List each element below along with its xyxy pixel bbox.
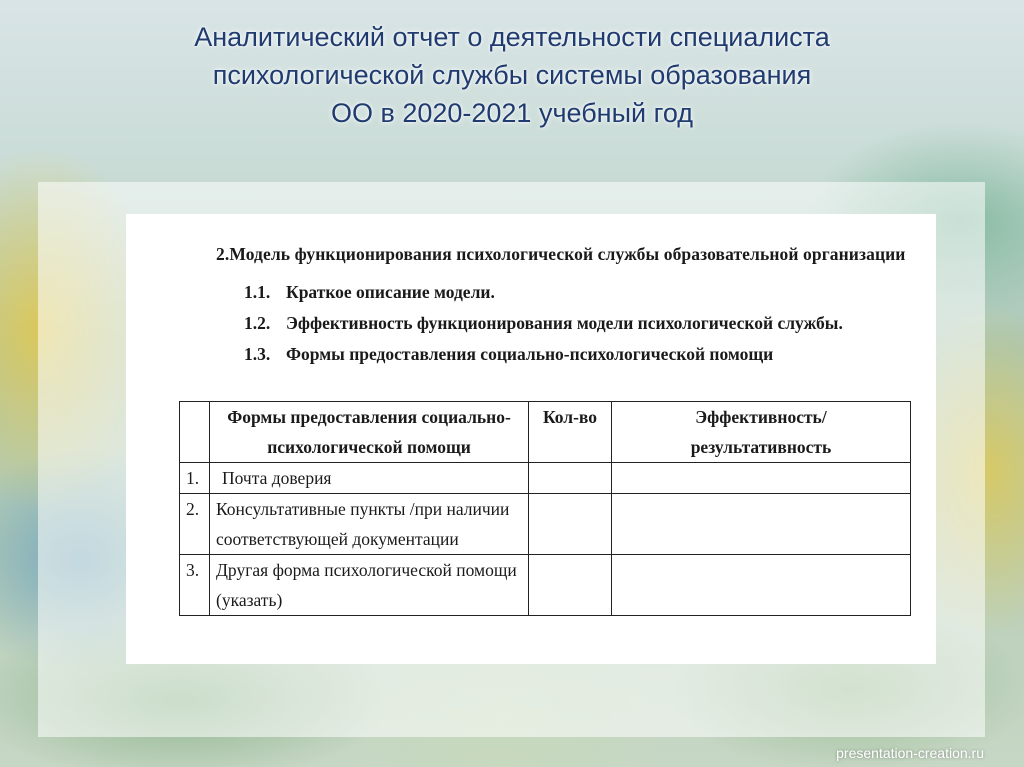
- table-row: [180, 555, 911, 616]
- row-form-line: соответствующей документации: [216, 529, 459, 549]
- table-row: [180, 494, 911, 555]
- row-form-line: (указать): [216, 590, 283, 610]
- row-form: [210, 463, 529, 494]
- row-number: 2.: [180, 494, 210, 555]
- section-heading: 2.Модель функционирования психологической службы образовательной организации: [216, 244, 906, 264]
- header-cell-forms: [210, 402, 529, 463]
- header-cell-count: Кол-во: [529, 402, 612, 463]
- subsection-text: Эффективность функционирования модели психологической службы.: [286, 313, 843, 333]
- slide-title-line-1: Аналитический отчет о деятельности специалиста: [194, 22, 830, 52]
- row-effectiveness: [612, 494, 911, 555]
- row-form: [210, 494, 529, 555]
- header-cell-effectiveness: [612, 402, 911, 463]
- slide-title-line-3: ОО в 2020-2021 учебный год: [330, 98, 694, 128]
- subsection-number: 1.1.: [244, 282, 271, 302]
- header-cell-number: [180, 402, 210, 463]
- row-number: 1.: [180, 463, 210, 494]
- subsection-1-1: [244, 282, 495, 303]
- header-effectiveness-line-1: Эффективность/: [695, 407, 827, 427]
- subsection-1-3: [244, 344, 773, 365]
- row-form-line: Другая форма психологической помощи: [216, 560, 517, 580]
- subsection-text: Формы предоставления социально-психологической помощи: [286, 344, 774, 364]
- header-forms-line-2: психологической помощи: [267, 437, 471, 457]
- slide-title-line-2: психологической службы системы образования: [212, 60, 812, 90]
- table-row: [180, 463, 911, 494]
- table-header-row: [180, 402, 911, 463]
- header-effectiveness-line-2: результативность: [690, 437, 832, 457]
- row-count: [529, 463, 612, 494]
- row-count: [529, 494, 612, 555]
- subsection-1-2: [244, 313, 843, 334]
- row-effectiveness: [612, 555, 911, 616]
- slide-title: [0, 18, 1024, 132]
- row-number: 3.: [180, 555, 210, 616]
- row-form-line: Почта доверия: [222, 468, 332, 488]
- row-form-line: Консультативные пункты /при наличии: [216, 499, 510, 519]
- row-form: [210, 555, 529, 616]
- assistance-forms-table: [179, 401, 911, 616]
- row-effectiveness: [612, 463, 911, 494]
- header-forms-line-1: Формы предоставления социально-: [227, 407, 511, 427]
- subsection-number: 1.2.: [244, 313, 271, 333]
- subsection-number: 1.3.: [244, 344, 271, 364]
- footer-brand: presentation-creation.ru: [836, 745, 984, 761]
- row-count: [529, 555, 612, 616]
- subsection-text: Краткое описание модели.: [286, 282, 495, 302]
